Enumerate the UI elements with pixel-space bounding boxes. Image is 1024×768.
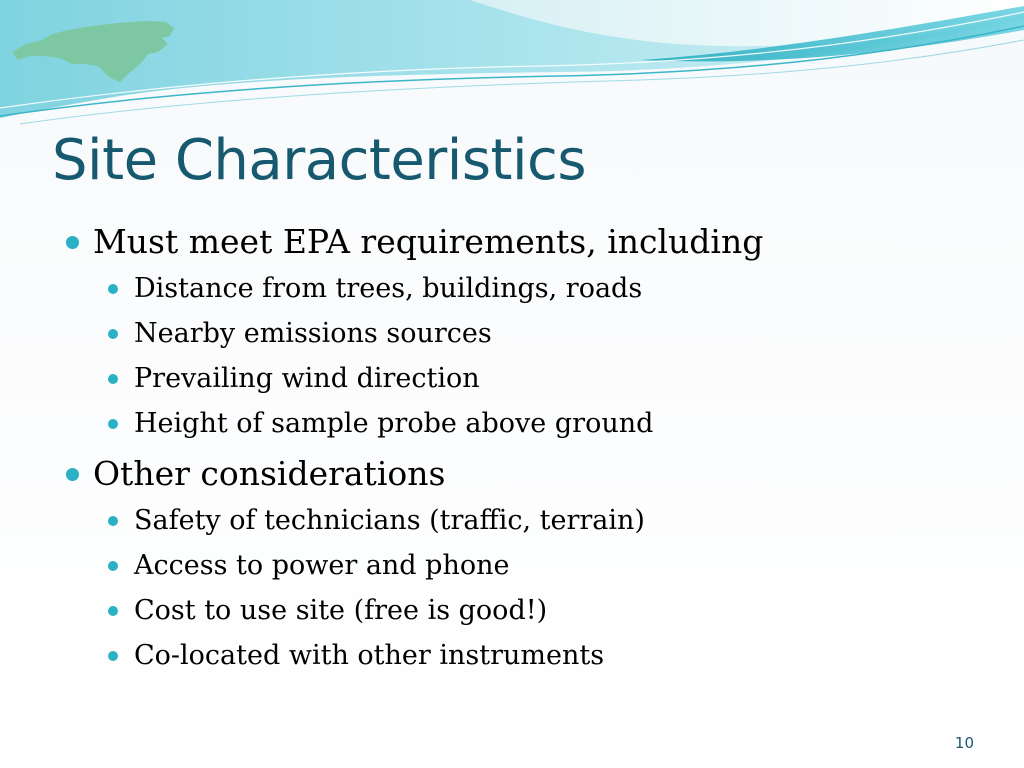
bullet-dot-icon	[108, 606, 118, 616]
bullet-text: Other considerations	[93, 454, 446, 493]
sub-bullet-text: Safety of technicians (traffic, terrain)	[134, 505, 645, 536]
sub-bullet-list	[60, 266, 1000, 446]
sub-bullet-item	[60, 266, 1000, 311]
sub-bullet-text: Cost to use site (free is good!)	[134, 595, 548, 626]
bullet-dot-icon	[66, 236, 79, 249]
page-number: 10	[954, 734, 974, 752]
sub-bullet-text: Prevailing wind direction	[134, 363, 480, 394]
bullet-dot-icon	[66, 468, 79, 481]
bullet-dot-icon	[108, 651, 118, 661]
bullet-dot-icon	[108, 419, 118, 429]
sub-bullet-item	[60, 401, 1000, 446]
sub-bullet-text: Height of sample probe above ground	[134, 408, 654, 439]
sub-bullet-text: Co-located with other instruments	[134, 640, 605, 671]
sub-bullet-text: Nearby emissions sources	[134, 318, 492, 349]
bullet-dot-icon	[108, 329, 118, 339]
sub-bullet-item	[60, 633, 1000, 678]
bullet-dot-icon	[108, 374, 118, 384]
sub-bullet-item	[60, 543, 1000, 588]
sub-bullet-item	[60, 498, 1000, 543]
sub-bullet-item	[60, 588, 1000, 633]
sub-bullet-text: Distance from trees, buildings, roads	[134, 273, 643, 304]
slide-title: Site Characteristics	[52, 128, 587, 193]
sub-bullet-item	[60, 356, 1000, 401]
bullet-item	[60, 452, 1000, 496]
sub-bullet-list	[60, 498, 1000, 678]
north-carolina-map-icon	[8, 8, 178, 88]
sub-bullet-item	[60, 311, 1000, 356]
bullet-item	[60, 220, 1000, 264]
bullet-dot-icon	[108, 284, 118, 294]
bullet-dot-icon	[108, 561, 118, 571]
bullet-text: Must meet EPA requirements, including	[93, 222, 764, 261]
sub-bullet-text: Access to power and phone	[134, 550, 510, 581]
bullet-list	[60, 220, 1000, 684]
bullet-dot-icon	[108, 516, 118, 526]
